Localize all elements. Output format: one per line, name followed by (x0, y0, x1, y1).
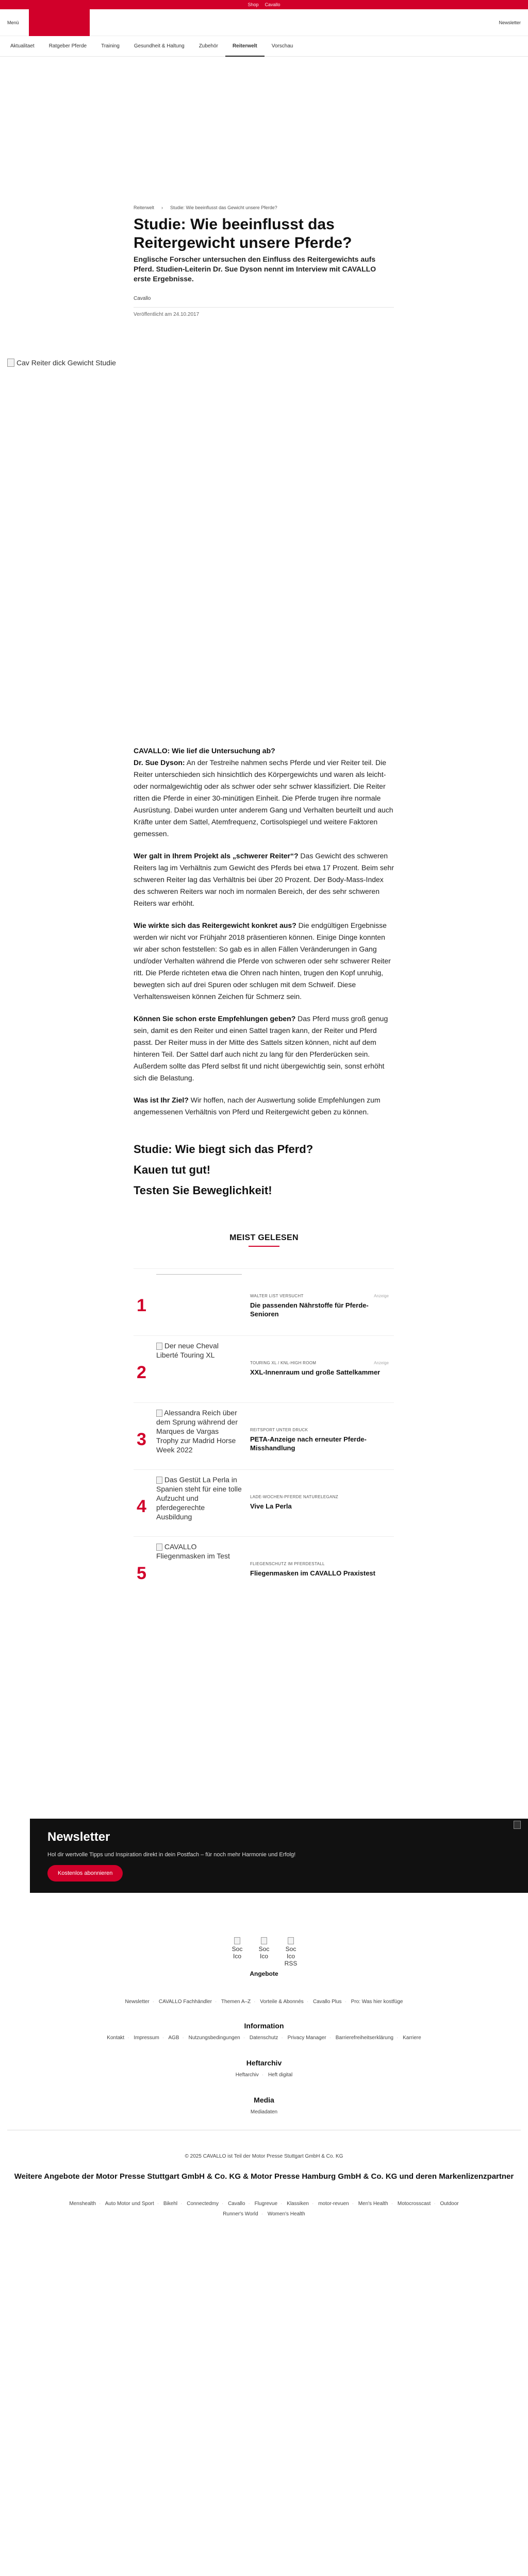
body-paragraph (134, 1094, 394, 1118)
broken-image-icon (156, 1343, 162, 1350)
nav-item[interactable]: Aktualitaet (10, 43, 35, 49)
question: CAVALLO: Wie lief die Untersuchung ab? (134, 747, 275, 755)
more-offers-heading: Weitere Angebote der Motor Presse Stuttgart GmbH & Co. KG & Motor Presse Hamburg GmbH & Co. KG und deren Markenlizenzpartner (14, 2172, 514, 2181)
brand-link[interactable]: Men's Health (358, 2201, 388, 2207)
footer-link[interactable]: Kontakt (107, 2035, 125, 2041)
footer-link[interactable]: Themen A–Z (221, 1999, 251, 2005)
most-read-image (156, 1274, 242, 1326)
question: Wer galt in Ihrem Projekt als „schwerer Reiter“? (134, 852, 299, 860)
most-read-item[interactable] (134, 1536, 394, 1598)
answer: Wir hoffen, nach der Auswertung solide Empfehlungen zum angemessenen Verhältnis von Pferd und Reitergewicht geben zu können. (134, 1096, 381, 1116)
brand-link[interactable]: Cavallo (228, 2201, 245, 2207)
most-read-headline[interactable]: Fliegenmasken im CAVALLO Praxistest (250, 1569, 375, 1577)
hero-image (7, 359, 521, 673)
social-links (0, 1937, 528, 1968)
most-read-number: 2 (137, 1363, 146, 1382)
footer-archive-heading: Heftarchiv (246, 2059, 282, 2067)
footer-link[interactable]: Pro: Was hier kostfüge (351, 1999, 403, 2005)
footer-link[interactable]: Nutzungsbedingungen (188, 2035, 240, 2041)
breadcrumb-separator: › (161, 205, 163, 210)
question: Können Sie schon erste Empfehlungen geben? (134, 1014, 296, 1023)
menu-label: Menü (7, 20, 19, 25)
most-read-item[interactable] (134, 1335, 394, 1397)
topbar-link-cavallo[interactable]: Cavallo (265, 2, 280, 7)
most-read-image-alt: Alessandra Reich über dem Sprung während der Marques de Vargas Trophy zur Madrid Horse Week 2022 (156, 1409, 238, 1454)
breadcrumb-current: Studie: Wie beeinflusst das Gewicht unsere Pferde? (170, 205, 277, 210)
most-read-number: 3 (137, 1430, 146, 1449)
most-read-heading: MEIST GELESEN (0, 1233, 528, 1247)
related-link-heading[interactable]: Studie: Wie biegt sich das Pferd? (134, 1143, 314, 1156)
breadcrumb (134, 205, 394, 210)
brand-link[interactable]: Bikehl (163, 2201, 178, 2207)
most-read-kicker: TOURING XL / KNL-HIGH ROOM (250, 1361, 317, 1365)
most-read-number: 1 (137, 1296, 146, 1315)
social-icon (261, 1937, 267, 1944)
footer-media-links (0, 2109, 528, 2115)
social-alt: Soc Ico (258, 1945, 270, 1960)
page-title: Studie: Wie beeinflusst das Reitergewicht unsere Pferde? (134, 216, 352, 251)
most-read-headline[interactable]: PETA-Anzeige nach erneuter Pferde-Misshandlung (250, 1435, 367, 1452)
body-paragraph (134, 850, 394, 909)
brand-link[interactable]: Klassiken (287, 2201, 309, 2207)
brand-link[interactable]: Motocrosscast (397, 2201, 431, 2207)
answer: An der Testreihe nahmen sechs Pferde und vier Reiter teil. Die Reiter unterschieden sich hinsichtlich des Körpergewichts und waren als leicht-oder normalgewichtig oder als schwer oder sehr schwer klassifiziert. Die Reiter ritten die Pferde in einer 30-minütigen Einheit. Die Pferde trugen ihre normale Ausrüstung. Dabei wurden unter anderem Gang und Verhalten beurteilt und auch Kräfte unter dem Sattel, Atemfrequenz, Cortisolspiegel und weitere Faktoren gemessen. (134, 758, 393, 838)
social-link[interactable] (255, 1937, 273, 1968)
article-body (134, 745, 394, 1128)
most-read-headline[interactable]: Vive La Perla (250, 1502, 292, 1510)
most-read-image (156, 1542, 242, 1594)
most-read-number: 4 (137, 1497, 146, 1516)
related-link-heading[interactable]: Kauen tut gut! (134, 1163, 211, 1176)
hero-image-alt: Cav Reiter dick Gewicht Studie (16, 359, 116, 367)
brand-links-row: Menshealth · Auto Motor und Sport · Bikehl · Connectedmy · Cavallo · Flugrevue · Klassiken · motor-revuen · Men's Health · Motocrosscast · Outdoor (69, 2201, 459, 2207)
most-read-kicker: LADE-WOCHEN-PFERDE NATURELEGANZ (250, 1495, 338, 1499)
social-link[interactable] (228, 1937, 246, 1968)
footer-link[interactable]: Datenschutz (249, 2035, 278, 2041)
newsletter-text: Hol dir wertvolle Tipps und Inspiration direkt in dein Postfach – für noch mehr Harmonie und Erfolg! (47, 1852, 296, 1858)
nav-item[interactable]: Training (101, 43, 120, 49)
footer-link[interactable]: Barrierefreiheitserklärung (335, 2035, 393, 2041)
ad-badge: Anzeige (374, 1294, 389, 1298)
footer-info-links: Kontakt · Impressum · AGB · Nutzungsbedingungen · Datenschutz · Privacy Manager · Barrierefreiheitserklärung · Karriere (107, 2035, 421, 2041)
most-read-image (156, 1341, 242, 1393)
footer-link[interactable]: Impressum (134, 2035, 159, 2041)
menu-button[interactable] (7, 20, 19, 25)
footer-link[interactable]: Newsletter (125, 1999, 150, 2005)
social-alt: Soc Ico (232, 1945, 243, 1960)
most-read-image (156, 1408, 242, 1460)
most-read-image-alt: Der neue Cheval Liberté Touring XL (156, 1342, 219, 1359)
footer-link[interactable]: AGB (168, 2035, 179, 2041)
footer-link[interactable]: CAVALLO Fachhändler (158, 1999, 212, 2005)
nav-item[interactable]: Ratgeber Pferde (48, 43, 87, 49)
main-nav (0, 36, 528, 57)
nav-item[interactable]: Vorschau (271, 43, 293, 49)
related-link-heading[interactable]: Testen Sie Beweglichkeit! (134, 1184, 272, 1197)
footer-link[interactable]: Heftarchiv (235, 2072, 259, 2078)
answer: Das Gewicht des schweren Reiters lag im Verhältnis zum Gewicht des Pferds bei etwa 17 Prozent. Beim sehr schweren Reiter lag das Verhältnis bei über 20 Prozent. Der Body-Mass-Index des schweren Reiters war noch im normalen Bereich, der des sehr schweren Reiters war erhöht. (134, 852, 394, 907)
brand-links-row: Runner's World · Women's Health (223, 2211, 305, 2217)
topbar-link-shop[interactable]: Shop (248, 2, 259, 7)
brand-link[interactable]: Menshealth (69, 2201, 96, 2207)
newsletter-title: Newsletter (47, 1830, 110, 1844)
brand-link[interactable]: motor-revuen (318, 2201, 349, 2207)
body-paragraph (134, 745, 394, 840)
footer-link[interactable]: Mediadaten (250, 2109, 278, 2115)
most-read-item[interactable] (134, 1268, 394, 1330)
social-icon (234, 1937, 240, 1944)
body-paragraph (134, 920, 394, 1003)
footer-link[interactable]: Karriere (403, 2035, 421, 2041)
answer: Die endgültigen Ergebnisse werden wir nicht vor Frühjahr 2018 präsentieren können. Einige Dinge konnten wir aber schon feststellen: So gab es in allen Fällen Veränderungen in Gang und/oder Verhalten während die Pferde von schweren oder sehr schwerer Reiter ritt. Die Pferde richteten etwa die Ohren nach hinten, trugen den Kopf unruhig, bewegten sich auf drei Spuren oder schlugen mit dem Schweif. Diese Verhaltensweisen können Zeichen für Schmerz sein. (134, 921, 391, 1001)
footer-info-heading: Information (244, 2022, 284, 2030)
footer-links-row: Newsletter · CAVALLO Fachhändler · Themen A–Z · Vorteile & Abonnés · Cavallo Plus · Pro: Was hier kostfüge (125, 1999, 403, 2005)
site-logo[interactable] (29, 9, 90, 36)
answer: Das Pferd muss groß genug sein, damit es den Reiter und einen Sattel tragen kann, der Reiter und Pferd passt. Der Reiter muss in der Mitte des Sattels sitzen können, nicht auf dem hinteren Teil. Der Sattel darf auch nicht zu lang für den Pferderücken sein. Außerdem sollte das Pferd selbst fit und nicht übergewichtig sein, sonst erhöht sich die Belastung. (134, 1014, 388, 1082)
article-author[interactable]: Cavallo (134, 296, 151, 301)
footer-link[interactable]: Heft digital (268, 2072, 293, 2078)
footer-media-heading: Media (254, 2096, 274, 2104)
nav-item[interactable]: Zubehör (199, 43, 218, 49)
broken-image-icon (156, 1410, 162, 1417)
ad-badge: Anzeige (374, 1361, 389, 1365)
brand-link[interactable]: Outdoor (440, 2201, 459, 2207)
footer-link[interactable]: Vorteile & Abonnés (260, 1999, 304, 2005)
broken-image-icon (7, 359, 14, 367)
most-read-headline[interactable]: XXL-Innenraum und große Sattelkammer (250, 1368, 381, 1376)
most-read-headline[interactable]: Die passenden Nährstoffe für Pferde-Senioren (250, 1301, 369, 1318)
question: Was ist Ihr Ziel? (134, 1096, 189, 1104)
most-read-image-alt: CAVALLO Fliegenmasken im Test (156, 1543, 230, 1560)
brand-link[interactable]: Runner's World (223, 2211, 258, 2217)
brand-link[interactable]: Connectedmy (187, 2201, 219, 2207)
body-paragraph (134, 1013, 394, 1084)
brand-link[interactable]: Flugrevue (254, 2201, 278, 2207)
most-read-kicker: FLIEGENSCHUTZ IM PFERDESTALL (250, 1562, 325, 1566)
most-read-item[interactable] (134, 1402, 394, 1464)
breadcrumb-root[interactable]: Reiterwelt (134, 205, 155, 210)
top-bar (0, 0, 528, 9)
most-read-kicker: REITSPORT UNTER DRUCK (250, 1428, 308, 1432)
footer-link[interactable]: Cavallo Plus (312, 1999, 342, 2005)
header-newsletter-link[interactable]: Newsletter (499, 20, 521, 25)
nav-item[interactable]: Gesundheit & Haltung (134, 43, 185, 49)
footer-archive-links: Heftarchiv · Heft digital (235, 2072, 293, 2078)
most-read-item[interactable] (134, 1469, 394, 1531)
broken-image-icon (156, 1544, 162, 1551)
social-label: Angebote (250, 1970, 278, 1977)
social-link[interactable] (282, 1937, 300, 1968)
most-read-image (156, 1475, 242, 1527)
newsletter-subscribe-button[interactable]: Kostenlos abonnieren (47, 1865, 123, 1882)
rss-icon (288, 1937, 294, 1944)
article-date: Veröffentlicht am 24.10.2017 (134, 307, 394, 317)
most-read-image-alt: Das Gestüt La Perla in Spanien steht für eine tolle Aufzucht und pferdegerechte Ausbildung (156, 1476, 242, 1521)
most-read-number: 5 (137, 1564, 146, 1583)
broken-image-icon (514, 1821, 521, 1829)
brand-link[interactable]: Auto Motor und Sport (105, 2201, 154, 2207)
social-alt: Soc Ico RSS (284, 1945, 298, 1967)
speaker: Dr. Sue Dyson: (134, 758, 185, 767)
brand-link[interactable]: Women's Health (267, 2211, 305, 2217)
footer-link[interactable]: Privacy Manager (287, 2035, 326, 2041)
copyright: © 2025 CAVALLO ist Teil der Motor Presse Stuttgart GmbH & Co. KG (185, 2154, 343, 2159)
nav-item-active[interactable]: Reiterwelt (225, 36, 265, 57)
most-read-kicker: WALTER LIST VERSUCHT (250, 1294, 304, 1298)
broken-image-icon (156, 1477, 162, 1484)
question: Wie wirkte sich das Reitergewicht konkret aus? (134, 921, 296, 929)
newsletter-box (30, 1819, 528, 1893)
article-lead: Englische Forscher untersuchen den Einfluss des Reitergewichts aufs Pferd. Studien-Leiterin Dr. Sue Dyson nennt im Interview mit CAVALLO erste Ergebnisse. (134, 255, 376, 283)
